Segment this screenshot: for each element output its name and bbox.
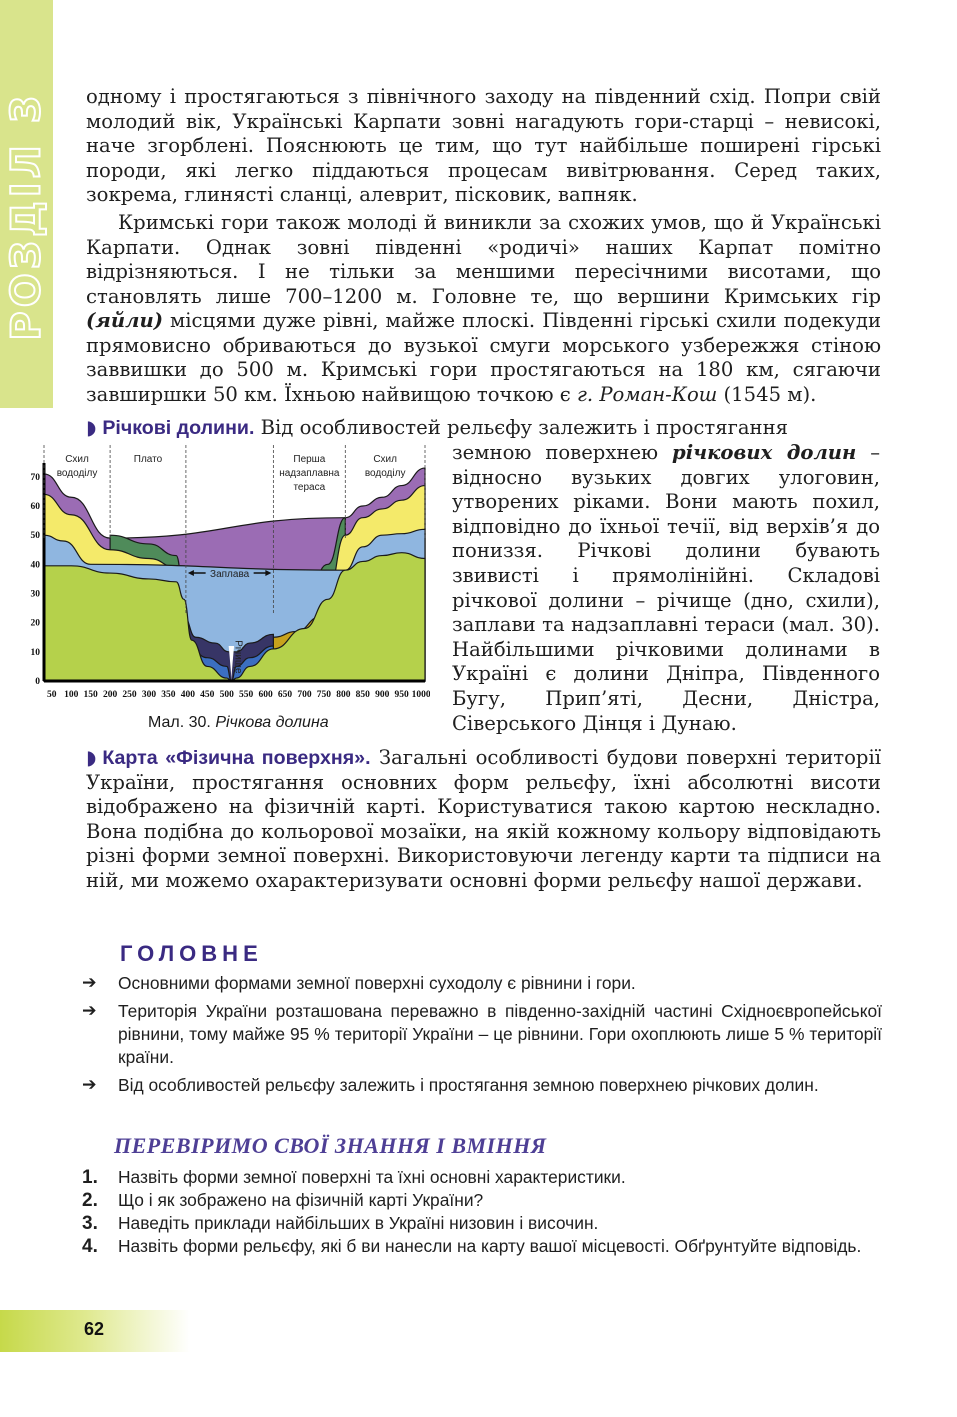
check-title: ПЕРЕВІРИМО СВОЇ ЗНАННЯ І ВМІННЯ bbox=[114, 1133, 547, 1158]
river-body-part1: земною поверхнею bbox=[452, 441, 672, 464]
peak-name: г. Роман-Кош bbox=[576, 382, 718, 406]
question-text: Наведіть приклади найбільших в Україні низовин і височин. bbox=[118, 1213, 599, 1233]
river-section-lead bbox=[86, 416, 881, 441]
x-tick-label: 600 bbox=[258, 690, 273, 700]
figure-caption bbox=[148, 714, 329, 732]
question-item bbox=[82, 1189, 882, 1212]
y-tick-label: 60 bbox=[30, 502, 40, 512]
question-text: Назвіть форми земної поверхні та їхні основні характеристики. bbox=[118, 1167, 626, 1187]
x-tick-label: 1000 bbox=[411, 690, 430, 700]
question-number: 2. bbox=[82, 1190, 98, 1211]
x-tick-label: 500 bbox=[219, 690, 234, 700]
x-tick-label: 250 bbox=[122, 690, 137, 700]
y-tick-label: 40 bbox=[30, 560, 40, 571]
question-text: Назвіть форми рельєфу, які б ви нанесли на карту вашої місцевості. Обґрунтуйте відповідь. bbox=[118, 1236, 862, 1256]
zone-label: Перша bbox=[293, 454, 326, 465]
x-tick-label: 150 bbox=[83, 690, 98, 700]
paragraph-carpathians-text: одному і простягаються з північного заходу на південний схід. Попри свій молодий вік, Українські Карпати зовні нагадують гори-старці – невисокі, наче згорблені. Пояснюють це тим, що тут найбільше поширені гірські породи, які легко піддаються процесам вивітрювання. Серед таких, зокрема, глинясті сланці, алеврит, пісковик, вапняк. bbox=[86, 85, 881, 206]
river-valley-chart bbox=[30, 445, 430, 710]
paragraph-crimea bbox=[86, 211, 881, 407]
zone-label: вододілу bbox=[56, 468, 98, 479]
x-tick-label: 350 bbox=[161, 690, 176, 700]
x-tick-label: 550 bbox=[239, 690, 254, 700]
y-tick-label: 50 bbox=[30, 531, 40, 542]
x-tick-label: 900 bbox=[375, 690, 390, 700]
y-tick-label: 0 bbox=[35, 677, 40, 687]
y-tick-label: 70 bbox=[30, 472, 40, 483]
x-tick-label: 400 bbox=[180, 690, 195, 700]
question-item bbox=[82, 1235, 882, 1258]
paragraph-crimea-part2: місцями дуже рівні, майже плоскі. Південні гірські схили подекуди прямовисно обриваються до вузької смуги морського узбережжя стіною заввишки до 500 м. Кримські гори простягаються на 180 км, сягаючи завширшки 50 км. Їхньою найвищою точкою є bbox=[86, 309, 881, 406]
map-section-heading: Карта «Фізична поверхня». bbox=[102, 747, 371, 769]
x-tick-label: 300 bbox=[141, 690, 157, 700]
question-number: 4. bbox=[82, 1236, 98, 1257]
map-section bbox=[86, 746, 881, 893]
section-bullet-icon: ◗ bbox=[86, 746, 97, 769]
river-section-lead-text: Від особливостей рельєфу залежить і простягання bbox=[254, 416, 789, 439]
zone-label: вододілу bbox=[364, 468, 406, 479]
x-tick-label: 850 bbox=[355, 690, 370, 700]
summary-title: ГОЛОВНЕ bbox=[120, 941, 263, 966]
page-number: 62 bbox=[84, 1319, 105, 1339]
arrow-icon: ➔ bbox=[82, 1001, 97, 1021]
y-tick-label: 20 bbox=[30, 618, 40, 629]
term-yaily: (яйли) bbox=[86, 309, 163, 332]
summary-item bbox=[82, 1074, 882, 1097]
x-tick-label: 650 bbox=[277, 690, 293, 700]
chapter-label-text: РОЗДІЛ 3 bbox=[4, 91, 51, 341]
x-tick-label: 100 bbox=[64, 690, 79, 700]
y-tick-label: 10 bbox=[30, 647, 40, 658]
zone-label: Схил bbox=[65, 454, 89, 465]
zone-label: Заплава bbox=[210, 569, 250, 580]
map-section-text: Загальні особливості будови поверхні території України, простягання основних форм рельєфу, їхні абсолютні висоти відображено на фізичній карті. Користуватися такою картою нескладно. Вона подібна до кольорової мозаїки, на якій кожному кольору відповідають різні форми земної поверхні. Використовуючи легенду карти та підписи на ній, ми можемо охарактеризувати основні форми рельєфу нашої держави. bbox=[86, 746, 881, 892]
x-tick-label: 750 bbox=[316, 690, 332, 700]
question-item bbox=[82, 1166, 882, 1189]
summary-item-text: Від особливостей рельєфу залежить і простягання земною поверхнею річкових долин. bbox=[118, 1075, 819, 1095]
question-text: Що і як зображено на фізичній карті України? bbox=[118, 1190, 484, 1210]
zone-label: Схил bbox=[373, 454, 397, 465]
zone-label: тераса bbox=[293, 482, 326, 493]
figure-caption-title: Річкова долина bbox=[215, 714, 329, 731]
question-item bbox=[82, 1212, 882, 1235]
chapter-label bbox=[2, 91, 52, 341]
question-number: 1. bbox=[82, 1167, 98, 1188]
summary-item bbox=[82, 972, 882, 995]
paragraph-carpathians bbox=[86, 85, 881, 208]
river-valley-figure bbox=[30, 445, 430, 710]
x-tick-label: 800 bbox=[336, 690, 351, 700]
summary-item-text: Основними формами земної поверхні суходолу є рівнини і гори. bbox=[118, 973, 636, 993]
figure-caption-label: Мал. 30. bbox=[148, 714, 211, 731]
x-tick-label: 200 bbox=[102, 690, 118, 700]
y-tick-label: 30 bbox=[30, 589, 40, 600]
arrow-icon: ➔ bbox=[82, 973, 97, 993]
paragraph-crimea-part1: Кримські гори також молоді й виникли за схожих умов, що й Українські Карпати. Однак зовні південні «родичі» наших Карпат помітно відрізняються. І не тільки за меншими пересічними висотами, що становлять лише 700–1200 м. Головне те, що вершини Кримських гір bbox=[86, 211, 881, 308]
term-river-valleys: річкових долин bbox=[672, 441, 857, 464]
question-number: 3. bbox=[82, 1213, 98, 1234]
zone-label: надзаплавна bbox=[279, 468, 340, 479]
arrow-icon: ➔ bbox=[82, 1075, 97, 1095]
river-section-body bbox=[452, 441, 880, 736]
paragraph-crimea-part3: (1545 м). bbox=[717, 382, 817, 406]
section-bullet-icon: ◗ bbox=[86, 416, 97, 439]
river-label: Річище bbox=[232, 640, 244, 674]
x-tick-label: 700 bbox=[297, 690, 312, 700]
zone-label: Плато bbox=[133, 454, 163, 465]
x-tick-label: 450 bbox=[200, 690, 215, 700]
x-tick-label: 950 bbox=[394, 690, 409, 700]
summary-item-text: Територія України розташована переважно в південно-західній частині Східноєвропейської рівнини, тому майже 95 % території України – це рівнини. Гори охоплюють лише 5 % території країни. bbox=[118, 1001, 882, 1067]
river-body-part2: – відносно вузьких довгих улоговин, утворених ріками. Вони мають похил, відповідно до їхньої течії, від верхів’я до пониззя. Річкові долини бувають звивисті і прямолінійні. Складові річкової долини – річище (дно, схили), заплави та надзаплавні тераси (мал. 30). Найбільшими річковими долинами в Україні є долини Дніпра, Південного Бугу, Прип’яті, Десни, Дністра, Сіверського Дінця і Дунаю. bbox=[452, 441, 880, 735]
x-tick-label: 50 bbox=[47, 690, 57, 700]
summary-item bbox=[82, 1000, 882, 1069]
river-section-heading: Річкові долини. bbox=[102, 417, 255, 439]
